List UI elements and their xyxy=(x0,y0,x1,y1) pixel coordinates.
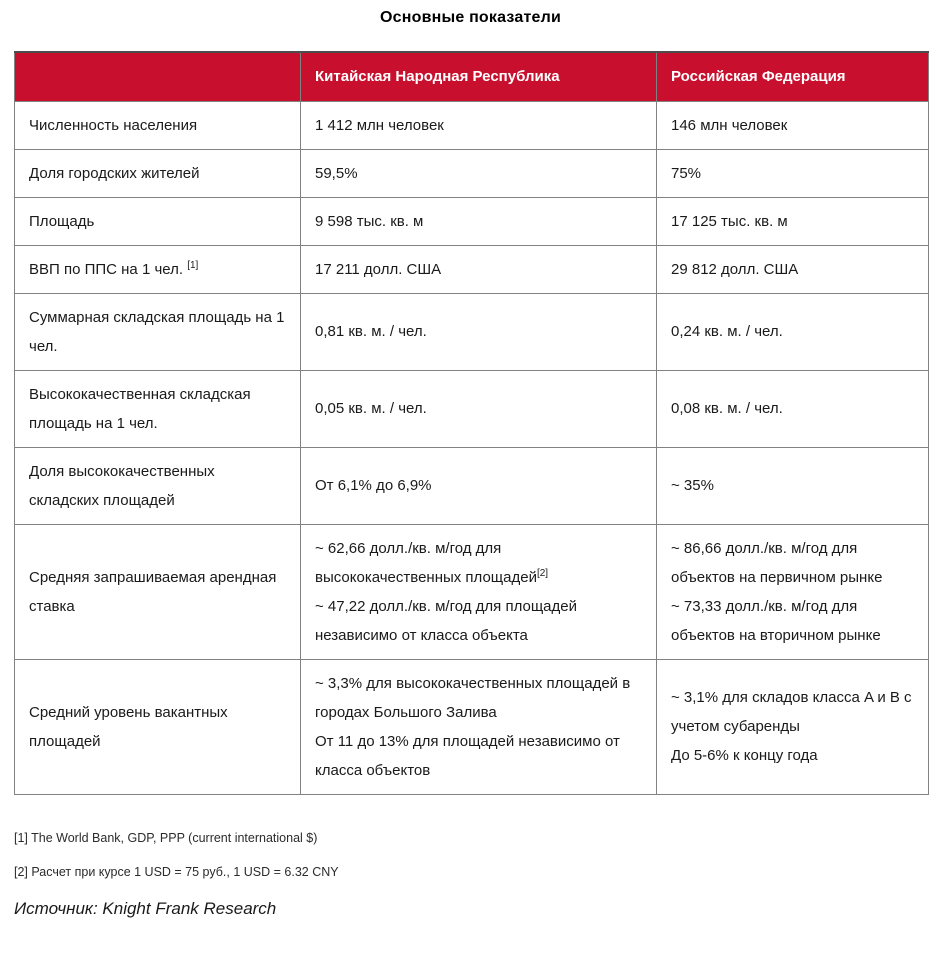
text-run: 1 412 млн человек xyxy=(315,116,444,134)
cell-text-line xyxy=(671,111,914,140)
china-value-cell xyxy=(301,149,657,197)
table-row xyxy=(15,101,929,149)
text-run: От 11 до 13% для площадей независимо от класса объектов xyxy=(315,732,620,779)
cell-text-line xyxy=(29,111,286,140)
text-run: До 5-6% к концу года xyxy=(671,747,818,764)
footnote-1: [1] The World Bank, GDP, PPP (current international $) xyxy=(14,830,318,845)
cell-text-line xyxy=(315,317,642,346)
text-run: Численность населения xyxy=(29,116,198,134)
cell-text-line xyxy=(671,471,914,500)
text-run: 0,81 кв. м. / чел. xyxy=(315,323,427,340)
china-value-cell xyxy=(301,447,657,524)
row-label-cell xyxy=(15,659,301,794)
text-run: От 6,1% до 6,9% xyxy=(315,477,432,494)
footnotes-block xyxy=(14,831,927,919)
cell-text-line xyxy=(315,534,642,592)
text-run: ~ 35% xyxy=(671,477,714,494)
cell-text-line xyxy=(315,255,642,284)
cell-text-line xyxy=(29,255,286,284)
table-row xyxy=(15,659,929,794)
cell-text-line xyxy=(29,457,286,515)
table-row xyxy=(15,245,929,293)
russia-value-cell xyxy=(657,149,929,197)
cell-text-line xyxy=(671,317,914,346)
footnote-ref: [2] xyxy=(536,567,549,579)
table-body xyxy=(15,101,929,794)
text-run: 146 млн человек xyxy=(671,116,788,134)
cell-text-line xyxy=(29,380,286,438)
text-run: 75% xyxy=(671,164,702,182)
cell-text-line xyxy=(315,669,642,727)
text-run: Средний уровень вакантных площадей xyxy=(29,703,228,750)
row-label-cell xyxy=(15,293,301,370)
text-run: 29 812 долл. США xyxy=(671,260,799,278)
header-china-cell: Китайская Народная Республика xyxy=(301,52,657,101)
russia-value-cell xyxy=(657,447,929,524)
text-run: 0,05 кв. м. / чел. xyxy=(315,400,427,417)
header-indicator-cell xyxy=(15,52,301,101)
russia-value-cell xyxy=(657,659,929,794)
row-label-cell xyxy=(15,524,301,659)
text-run: 59,5% xyxy=(315,164,358,182)
row-label-cell xyxy=(15,149,301,197)
cell-text-line xyxy=(671,394,914,423)
table-row xyxy=(15,524,929,659)
russia-value-cell xyxy=(657,524,929,659)
cell-text-line xyxy=(315,727,642,785)
china-value-cell xyxy=(301,293,657,370)
cell-text-line xyxy=(671,159,914,188)
text-run: ~ 3,1% для складов класса A и B с учетом субаренды xyxy=(671,689,912,735)
text-run: 9 598 тыс. кв. м xyxy=(315,212,424,230)
china-value-cell xyxy=(301,245,657,293)
row-label-cell xyxy=(15,447,301,524)
cell-text-line xyxy=(671,741,914,770)
china-value-cell xyxy=(301,370,657,447)
text-run: Суммарная складская площадь на 1 чел. xyxy=(29,308,285,355)
russia-value-cell xyxy=(657,245,929,293)
header-russia-cell: Российская Федерация xyxy=(657,52,929,101)
row-label-cell xyxy=(15,101,301,149)
row-label-cell xyxy=(15,370,301,447)
cell-text-line xyxy=(671,683,914,741)
indicators-table xyxy=(14,51,929,795)
text-run: ~ 86,66 долл./кв. м/год для объектов на первичном рынке xyxy=(671,539,883,586)
text-run: ~ 47,22 долл./кв. м/год для площадей независимо от класса объекта xyxy=(315,597,577,644)
text-run: Высококачественная складская площадь на 1 чел. xyxy=(29,385,251,432)
text-run: Доля высококачественных складских площадей xyxy=(29,462,215,509)
footnote-2: [2] Расчет при курсе 1 USD = 75 руб., 1 USD = 6.32 CNY xyxy=(14,864,339,879)
page-title: Основные показатели xyxy=(379,9,561,26)
cell-text-line xyxy=(315,207,642,236)
text-run: Доля городских жителей xyxy=(29,164,200,182)
table-row xyxy=(15,447,929,524)
text-run: 0,08 кв. м. / чел. xyxy=(671,400,783,417)
russia-value-cell xyxy=(657,370,929,447)
text-run: Средняя запрашиваемая арендная ставка xyxy=(29,568,277,615)
russia-value-cell xyxy=(657,197,929,245)
cell-text-line xyxy=(29,698,286,756)
china-value-cell xyxy=(301,101,657,149)
cell-text-line xyxy=(315,111,642,140)
header-row xyxy=(15,52,929,101)
text-run: 17 211 долл. США xyxy=(315,260,442,278)
table-row xyxy=(15,293,929,370)
text-run: ВВП по ППС на 1 чел. xyxy=(29,260,188,278)
table-row xyxy=(15,197,929,245)
table-row xyxy=(15,370,929,447)
cell-text-line xyxy=(671,534,914,592)
row-label-cell xyxy=(15,245,301,293)
footnote-ref: [1] xyxy=(187,259,199,271)
text-run: 0,24 кв. м. / чел. xyxy=(671,323,783,340)
china-value-cell xyxy=(301,197,657,245)
china-value-cell xyxy=(301,659,657,794)
russia-value-cell xyxy=(657,293,929,370)
text-run: ~ 3,3% для высококачественных площадей в городах Большого Залива xyxy=(315,674,631,721)
cell-text-line xyxy=(315,159,642,188)
cell-text-line xyxy=(671,255,914,284)
cell-text-line xyxy=(29,303,286,361)
cell-text-line xyxy=(29,207,286,236)
cell-text-line xyxy=(315,394,642,423)
china-value-cell xyxy=(301,524,657,659)
row-label-cell xyxy=(15,197,301,245)
text-run: ~ 62,66 долл./кв. м/год для высококачественных площадей xyxy=(315,539,537,586)
table-header xyxy=(15,52,929,101)
source-line: Источник: Knight Frank Research xyxy=(14,898,277,918)
cell-text-line xyxy=(671,592,914,650)
cell-text-line xyxy=(29,159,286,188)
text-run: ~ 73,33 долл./кв. м/год для объектов на вторичном рынке xyxy=(671,597,881,644)
cell-text-line xyxy=(315,471,642,500)
cell-text-line xyxy=(671,207,914,236)
cell-text-line xyxy=(315,592,642,650)
cell-text-line xyxy=(29,563,286,621)
text-run: 17 125 тыс. кв. м xyxy=(671,212,788,230)
russia-value-cell xyxy=(657,101,929,149)
table-row xyxy=(15,149,929,197)
text-run: Площадь xyxy=(29,212,95,230)
